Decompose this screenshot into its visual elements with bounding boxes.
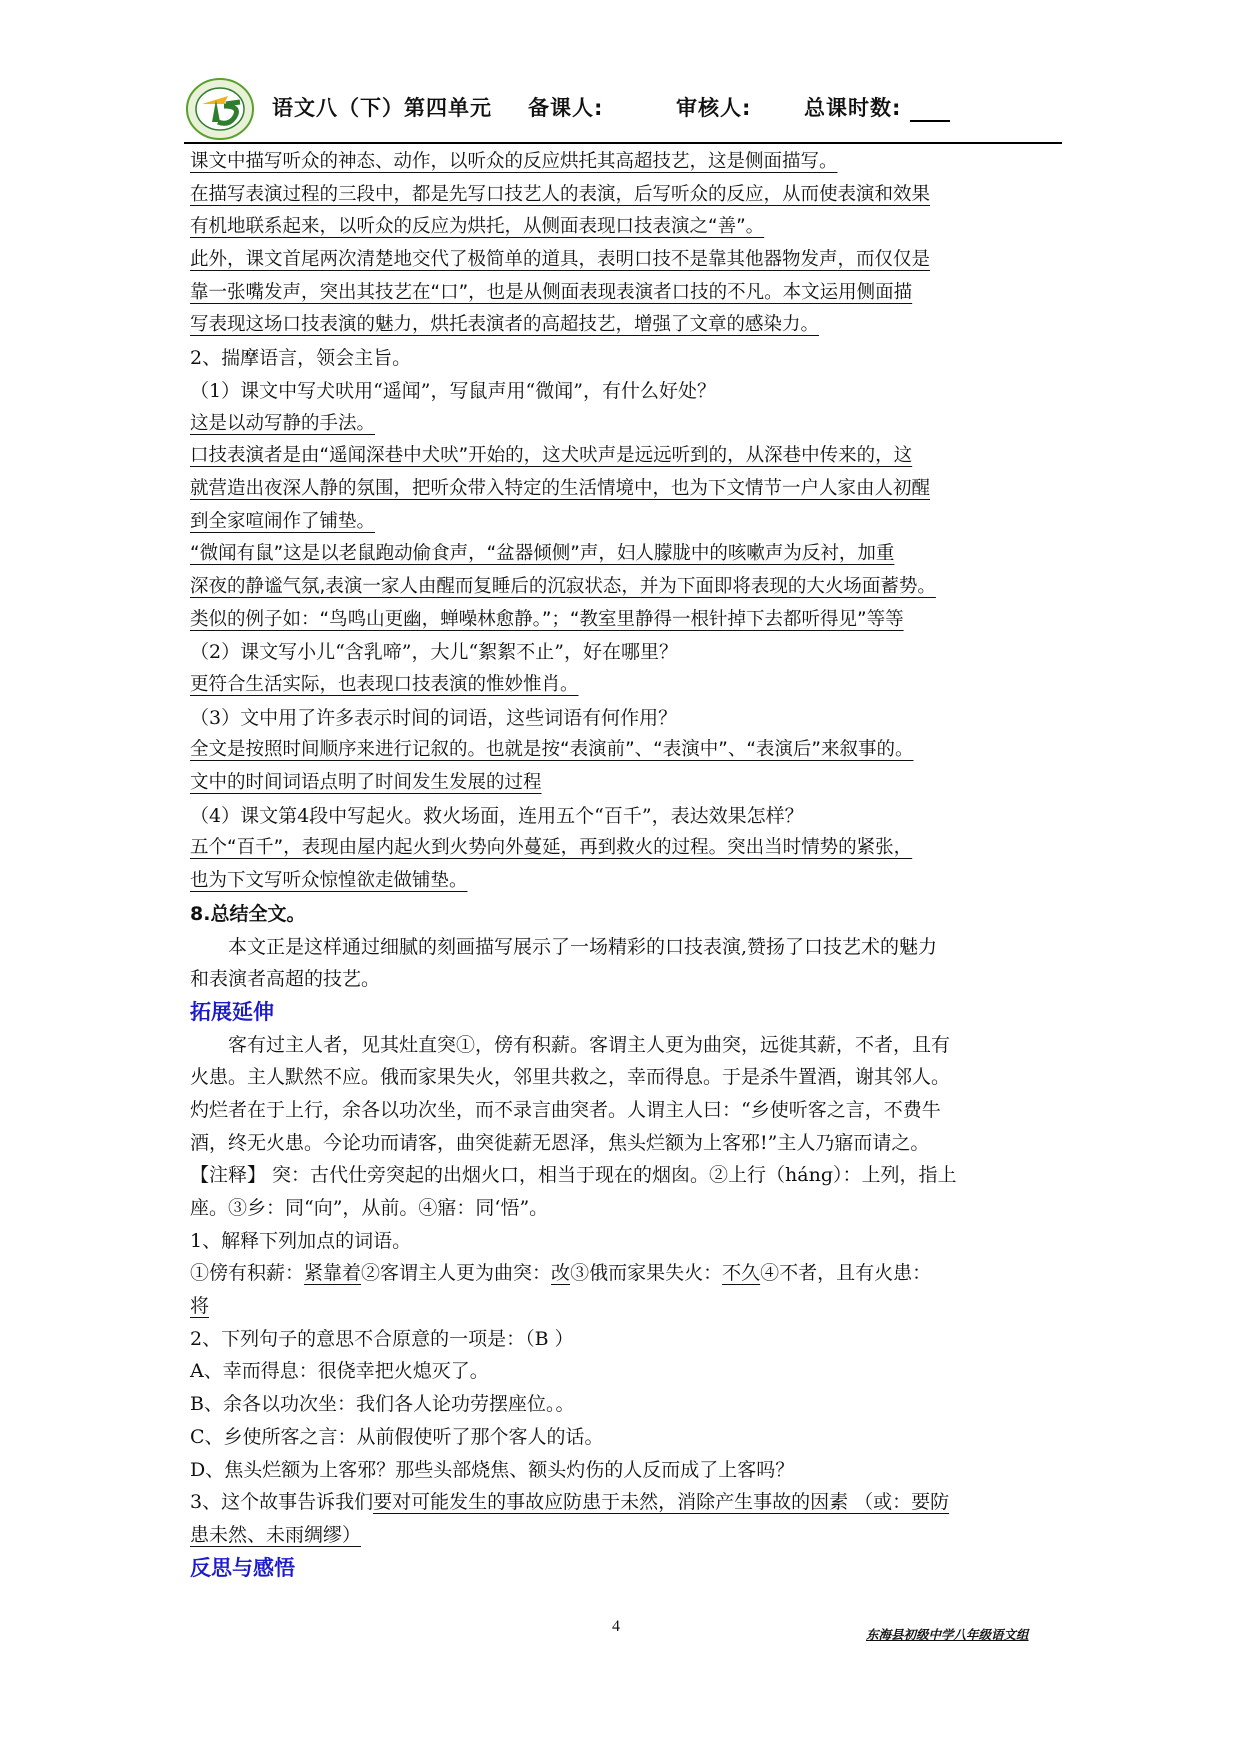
answer-line: 口技表演者是由“遥闻深巷中犬吠”开始的，这犬吠声是远远听到的，从深巷中传来的，这	[190, 445, 913, 467]
question: （1）课文中写犬吠用“遥闻”，写鼠声用“微闻”，有什么好处？	[190, 379, 716, 402]
hours-blank	[910, 100, 950, 122]
header-hours	[804, 92, 950, 122]
answer-line: 到全家喧闹作了铺垫。	[190, 510, 376, 532]
answer-line: 有机地联系起来，以听众的反应为烘托，从侧面表现口技表演之“善”。	[190, 216, 765, 238]
answer-line: 更符合生活实际，也表现口技表演的惟妙惟肖。	[190, 674, 579, 695]
answer-line: “微闻有鼠”这是以老鼠跑动偷食声，“盆器倾侧”声，妇人朦胧中的咳嗽声为反衬，加重	[190, 543, 895, 565]
section-title-reflection: 反思与感悟	[190, 1555, 295, 1580]
question-3-prompt: 3、这个故事告诉我们	[190, 1491, 374, 1514]
passage-line: 灼烂者在于上行，余各以功次坐，而不录言曲突者。人谓主人曰：“乡使听客之言，不费牛	[190, 1098, 941, 1121]
vocab-answer: 紧靠着	[304, 1262, 362, 1285]
answer-line: 五个“百千”，表现由屋内起火到火势向外蔓延，再到救火的过程。突出当时情势的紧张，	[190, 837, 913, 859]
answer-line: 文中的时间词语点明了时间发生发展的过程	[190, 772, 542, 794]
answer-line: 深夜的静谧气氛,表演一家人由醒而复睡后的沉寂状态，并为下面即将表现的大火场面蓄势。	[190, 575, 936, 597]
question: 1、解释下列加点的词语。	[190, 1229, 412, 1252]
header-hours-label: 总课时数:	[804, 96, 902, 120]
header-preparer: 备课人:	[528, 96, 604, 120]
vocab-answers-cont	[190, 1290, 1060, 1323]
footer-organization: 东海县初级中学八年级语文组	[866, 1627, 1029, 1642]
vocab-answer: 将	[190, 1295, 210, 1318]
answer-line: 写表现这场口技表演的魅力，烘托表演者的高超技艺，增强了文章的感染力。	[190, 314, 820, 336]
question: （4）课文第4段中写起火。救火场面，连用五个“百千”，表达效果怎样？	[190, 804, 804, 827]
page-header	[184, 76, 1062, 144]
question-3-answer-cont: 患未然、未雨绸缪）	[190, 1523, 362, 1546]
passage-line: 火患。主人默然不应。俄而家果失火，邻里共救之，幸而得息。于是杀牛置酒，谢其邻人。	[190, 1066, 951, 1089]
vocab-answers	[190, 1257, 1060, 1290]
question-3-answer: 要对可能发生的事故应防患于未然，消除产生事故的因素 （或：要防	[373, 1491, 950, 1514]
choice-b: B、余各以功次坐：我们各人论功劳摆座位。。	[190, 1393, 575, 1416]
question: （2）课文写小儿“含乳啼”，大儿“絮絮不止”，好在哪里？	[190, 641, 678, 664]
answer-line: 就营造出夜深人静的氛围，把听众带入特定的生活情境中，也为下文情节一户人家由人初醒	[190, 477, 931, 499]
summary-text: 本文正是这样通过细腻的刻画描写展示了一场精彩的口技表演,赞扬了口技艺术的魅力	[228, 935, 938, 958]
answer-line: 在描写表演过程的三段中，都是先写口技艺人的表演，后写听众的反应，从而使表演和效果	[190, 183, 931, 205]
vocab-item: ①傍有积薪：	[190, 1262, 305, 1285]
note-line: 【注释】 突：古代仕旁突起的出烟火口，相当于现在的烟囱。②上行（hánɡ）：上列，指上	[190, 1164, 957, 1187]
vocab-answer: 改	[551, 1262, 571, 1285]
vocab-item: ②客谓主人更为曲突：	[361, 1262, 552, 1285]
vocab-item: ④不者，且有火患：	[760, 1262, 932, 1285]
note-line: 座。③乡：同“向”，从前。④寤：同‘悟”。	[190, 1197, 549, 1219]
header-subject: 语文八（下）第四单元	[272, 96, 492, 120]
vocab-answer: 不久	[722, 1262, 761, 1285]
question-3	[190, 1486, 1060, 1519]
choice-a: A、幸而得息：很侥幸把火熄灭了。	[190, 1360, 489, 1383]
answer-line: 也为下文写听众惊惶欲走做铺垫。	[190, 870, 468, 892]
vocab-item: ③俄而家果失火：	[570, 1262, 723, 1285]
section-title-extension: 拓展延伸	[190, 999, 274, 1024]
answer-line: 靠一张嘴发声，突出其技艺在“口”，也是从侧面表现表演者口技的不凡。本文运用侧面描	[190, 281, 913, 303]
question: （3）文中用了许多表示时间的词语，这些词语有何作用？	[190, 706, 678, 729]
question-3-cont	[190, 1519, 1060, 1552]
header-reviewer: 审核人:	[676, 96, 752, 120]
question: 2、下列句子的意思不合原意的一项是：（B ）	[190, 1327, 574, 1350]
passage-line: 酒，终无火患。今论功而请客，曲突徙薪无恩泽，焦头烂额为上客邪!”主人乃寤而请之。	[190, 1131, 930, 1154]
answer-line: 类似的例子如：“鸟鸣山更幽，蝉噪林愈静。”；“教室里静得一根针掉下去都听得见”等等	[190, 608, 904, 630]
summary-text: 和表演者高超的技艺。	[190, 968, 381, 991]
choice-c: C、乡使所客之言：从前假使听了那个客人的话。	[190, 1425, 604, 1448]
school-emblem-icon	[184, 76, 256, 142]
summary-heading: 8.总结全文。	[190, 902, 306, 925]
answer-line: 这是以动写静的手法。	[190, 412, 376, 434]
answer-line: 此外，课文首尾两次清楚地交代了极简单的道具，表明口技不是靠其他器物发声，而仅仅是	[190, 249, 931, 271]
document-body	[190, 146, 1060, 1584]
choice-d: D、焦头烂额为上客邪？那些头部烧焦、额头灼伤的人反而成了上客吗？	[190, 1458, 795, 1481]
passage-line: 客有过主人者，见其灶直突①，傍有积薪。客谓主人更为曲突，远徙其薪，不者，且有	[228, 1033, 951, 1056]
question-heading: 2、揣摩语言，领会主旨。	[190, 347, 412, 370]
answer-line: 课文中描写听众的神态、动作，以听众的反应烘托其高超技艺，这是侧面描写。	[190, 151, 838, 172]
page-number: 4	[612, 1618, 620, 1635]
answer-line: 全文是按照时间顺序来进行记叙的。也就是按“表演前”、“表演中”、“表演后”来叙事的。	[190, 739, 914, 761]
